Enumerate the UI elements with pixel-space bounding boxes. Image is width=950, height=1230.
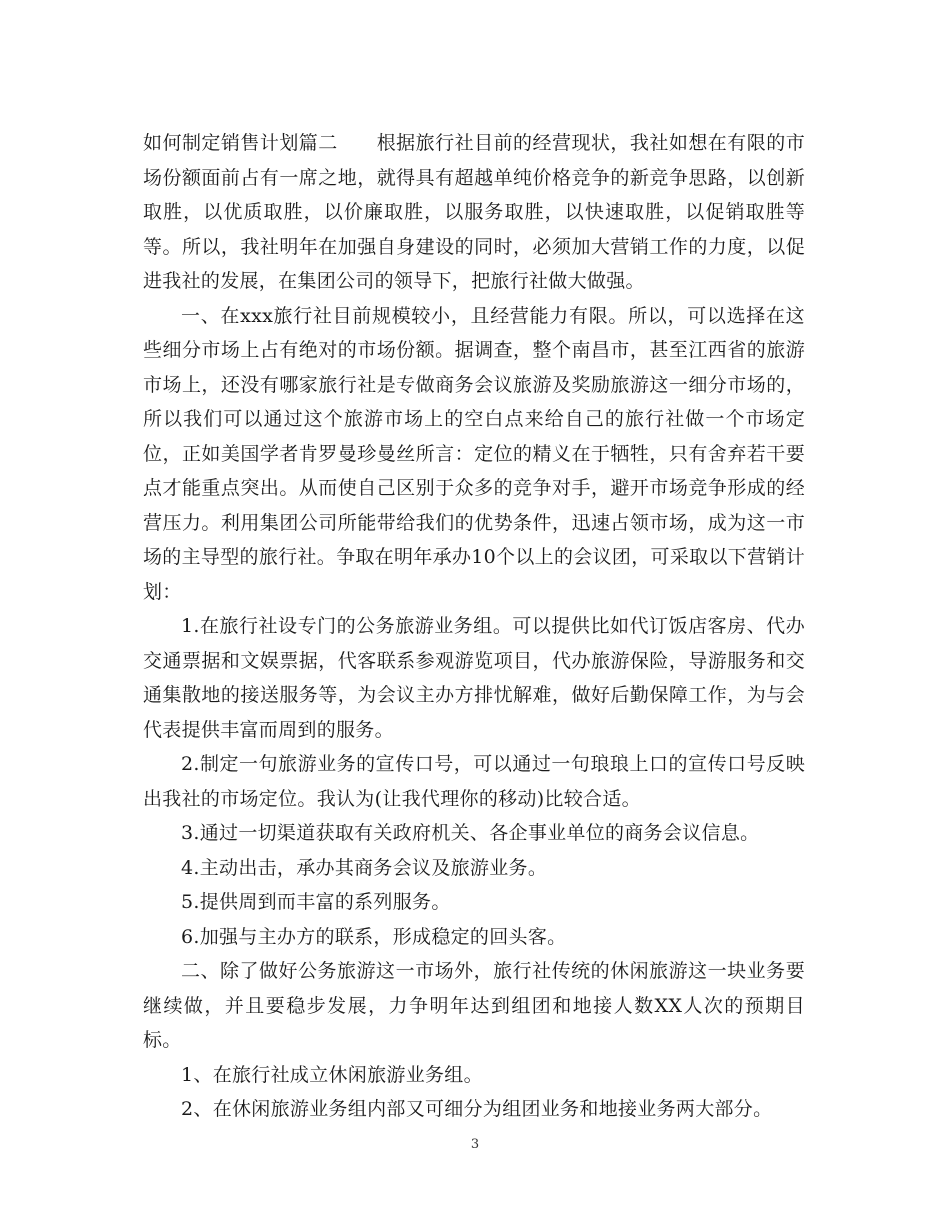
paragraph-item-5: 5.提供周到而丰富的系列服务。 (181, 891, 451, 913)
paragraph-item-1: 1.在旅行社设专门的公务旅游业务组。可以提供比如代订饭店客房、代办交通票据和文娱票据，代客联系参观游览项目，代办旅游保险，导游服务和交通集散地的接送服务等，为会议主办方排忧解难，做好后勤保障工作，为与会代表提供丰富而周到的服务。 (143, 615, 805, 741)
page-number: 3 (470, 1137, 480, 1152)
paragraph-item-6: 6.加强与主办方的联系，形成稳定的回头客。 (181, 925, 567, 948)
paragraph-intro: 如何制定销售计划篇二 根据旅行社目前的经营现状，我社如想在有限的市场份额面前占有一席之地，就得具有超越单纯价格竞争的新竞争思路，以创新取胜，以优质取胜，以价廉取胜，以服务取胜，以快速取胜，以促销取胜等等。所以，我社明年在加强自身建设的同时，必须加大营销工作的力度，以促进我社的发展，在集团公司的领导下，把旅行社做大做强。 (143, 132, 805, 292)
paragraph-subitem-1: 1、在旅行社成立休闲旅游业务组。 (181, 1063, 483, 1086)
paragraph-subitem-2: 2、在休闲旅游业务组内部又可细分为组团业务和地接业务两大部分。 (181, 1098, 773, 1120)
paragraph-item-3: 3.通过一切渠道获取有关政府机关、各企事业单位的商务会议信息。 (181, 822, 760, 844)
paragraph-section-two: 二、除了做好公务旅游这一市场外，旅行社传统的休闲旅游这一块业务要继续做，并且要稳步发展，力争明年达到组团和地接人数XX人次的预期目标。 (143, 960, 805, 1051)
paragraph-section-one: 一、在xxx旅行社目前规模较小，且经营能力有限。所以，可以选择在这些细分市场上占有绝对的市场份额。据调查，整个南昌市，甚至江西省的旅游市场上，还没有哪家旅行社是专做商务会议旅游及奖励旅游这一细分市场的，所以我们可以通过这个旅游市场上的空白点来给自己的旅行社做一个市场定位，正如美国学者肯罗曼珍曼丝所言：定位的精义在于牺牲，只有舍弃若干要点才能重点突出。从而使自己区别于众多的竞争对手，避开市场竞争形成的经营压力。利用集团公司所能带给我们的优势条件，迅速占领市场，成为这一市场的主导型的旅行社。争取在明年承办10个以上的会议团，可采取以下营销计划： (143, 304, 805, 603)
paragraph-item-2: 2.制定一句旅游业务的宣传口号，可以通过一句琅琅上口的宣传口号反映出我社的市场定位。我认为(让我代理你的移动)比较合适。 (143, 753, 805, 810)
document-body (143, 126, 805, 1127)
paragraph-item-4: 4.主动出击，承办其商务会议及旅游业务。 (181, 856, 548, 879)
